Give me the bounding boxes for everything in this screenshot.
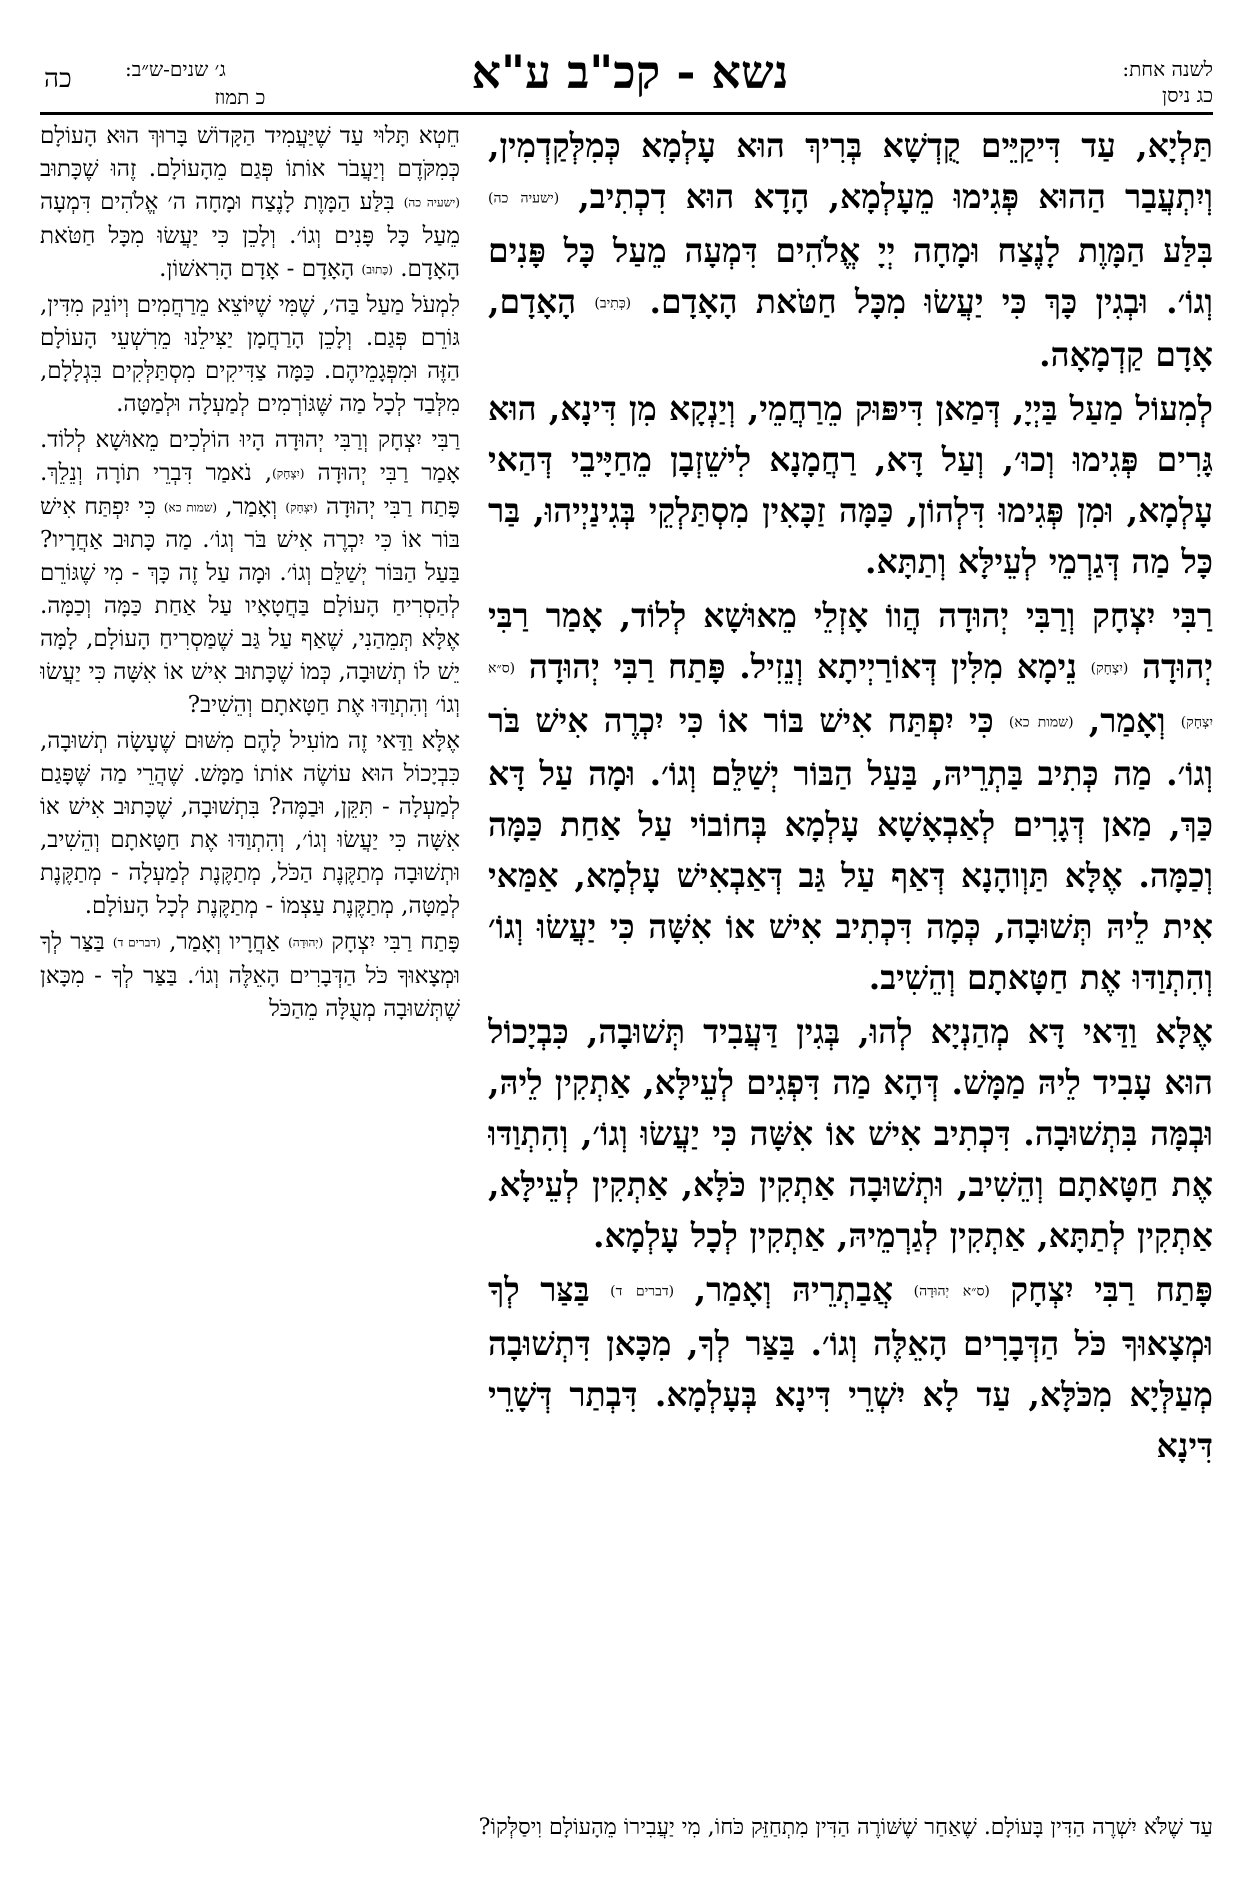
page-title: נשא - קכ"ב ע"א xyxy=(471,45,789,99)
text-run: וְאָמַר, xyxy=(1073,700,1181,740)
main-text-paragraph xyxy=(488,383,1213,587)
source-reference: (ישעיה כה) xyxy=(488,190,560,207)
text-run: תַּלְיָא, עַד דִּיקַיֵּים קֻדְשָׁא בְּרִיךְ הוּא עָלְמָא כְּמִלְּקַדְמִין, וְיִתְעֲבַר הַהוּא פְּגִימוּ מֵעָלְמָא, הָדָא הוּא דִכְתִיב, xyxy=(488,126,1213,216)
text-run: , נֹאמַר דִּבְרֵי תוֹרָה וְנֵלֵךְ. פָּתַח רַבִּי יְהוּדָה xyxy=(40,460,460,520)
translation-paragraph xyxy=(40,289,460,421)
text-run: נֵימָא מִלִּין דְּאוֹרַיְיתָא וְנֵזִיל. פָּתַח רַבִּי יְהוּדָה xyxy=(515,647,1091,686)
text-run: וְאָמַר, xyxy=(217,493,286,520)
source-reference: (דברים ד) xyxy=(112,935,161,950)
source-reference: (שמות כא) xyxy=(1008,714,1074,730)
translation-paragraph xyxy=(40,120,460,286)
text-run: בִּלַּע הַמָּוֶת לָנֶצַח וּמָחָה ה׳ אֱלֹהִים דִּמְעָה מֵעַל כָּל פָּנִים וְגוֹ׳. וְלָכֵן כִּי יַעֲשׂוּ מִכָּל חַטֹּאת הָאָדָם. xyxy=(40,189,460,282)
translation-paragraph xyxy=(40,926,460,1026)
header-right xyxy=(973,56,1213,108)
source-reference: (ס״א יִצְחָק) xyxy=(488,660,1213,730)
source-reference: (דברים ד) xyxy=(610,1283,675,1300)
text-run: לְמִעוֹל מַעַל בַּיְיָ, דְּמַאן דִּיפּוּק מֵרַחֲמֵי, וְיַנְקָא מִן דִּינָא, הוּא גָּרִים פְּגִימוּ וְכוּ׳, וְעַל דָּא, רַחֲמָנָא לִישֵׁזְבָן מֵחַיָּיבֵי דְּהַאי עָלְמָא, וּמִן פְּגִימוּ דִּלְהוֹן, כַּמָּה זַכָּאִין מִסְתַּלְקֵי בְּגִינַיְיהוּ, בַּר כָּל מַה דְּגַרְמֵי לְעֵילָּא וְתַתָּא. xyxy=(488,389,1213,581)
text-run: בַּצַּר לְךָ וּמְצָאוּךָ כֹּל הַדְּבָרִים הָאֵלֶּה וְגוֹ׳. בַּצַּר לְךָ - מִכָּאן שֶׁתְּשׁוּבָה מְעֻלָּה מֵהַכֹּל xyxy=(40,929,460,1022)
text-run: הָאָדָם - אָדָם הָרִאשׁוֹן. xyxy=(159,255,362,282)
translation-paragraph xyxy=(40,725,460,923)
main-text-paragraph xyxy=(488,1006,1213,1261)
source-reference: (ס״א יְהוּדָה) xyxy=(913,1283,990,1300)
translation-paragraph xyxy=(40,424,460,722)
text-run: אֲבַתְרֵיהּ וְאָמַר, xyxy=(674,1270,914,1309)
text-run: אֶלָּא וַדַּאי דָּא מְהַנְיָא לְהוּ, בְּגִין דַּעֲבִיד תְּשׁוּבָה, כִּבְיָכוֹל הוּא עָבִיד לֵיהּ מַמָּשׁ. דְּהָא מַה דִּפְגִים לְעֵילָּא, אַתְקִין לֵיהּ, וּבְמָּה בִּתְשׁוּבָה. דִּכְתִיב אִישׁ אוֹ אִשָּׁה כִּי יַעֲשׂוּ וְגוֹ׳, וְהִתְוַדּוּ אֶת חַטָּאתָם וְהֵשִׁיב, וּתְשׁוּבָה אַתְקִין כֹּלָּא, אַתְקִין לְעֵילָּא, אַתְקִין לְתַתָּא, אַתְקִין לְגַרְמֵיהּ, אַתְקִין לְכָל עָלְמָא. xyxy=(488,1012,1213,1255)
text-run: בִּלַּע הַמָּוֶת לָנֶצַח וּמָחָה יְיָ אֱלֹהִים דִּמְעָה מֵעַל כָּל פָּנִים וְגוֹ׳. וּבְגִין כָּךְ כִּי יַעֲשׂוּ מִכָּל חַטֹּאת הָאָדָם. xyxy=(488,230,1213,321)
main-text-column xyxy=(488,120,1213,1748)
text-run: פָּתַח רַבִּי יִצְחָק xyxy=(989,1270,1213,1309)
header-right-line-2: כג ניסן xyxy=(1162,83,1213,107)
text-run: בַּצַּר לְךָ וּמְצָאוּךָ כֹּל הַדְּבָרִים הָאֵלֶּה וְגוֹ׳. בַּצַּר לְךָ, מִכָּאן דִּתְשׁוּבָה מְעַלְּיָא מִכֹּלָּא, עַד לָא יִשְׁרֵי דִּינָא בְּעָלְמָא. דִּבְתַר דְּשָׁרֵי דִּינָא xyxy=(488,1270,1213,1465)
source-reference: (כָּתוּב) xyxy=(361,262,393,276)
text-run: לִמְעֹל מַעַל בַּה׳, שֶׁמִּי שֶׁיּוֹצֵא מֵרַחֲמִים וְיוֹנֵק מִדִּין, גּוֹרֵם פְּגַם. וְלָכֵן הָרַחֲמָן יַצִּילֵנוּ מֵרִשְׁעֵי הָעוֹלָם הַזֶּה וּמִפְּגָמֵיהֶם. כַּמָּה צַדִּיקִים מִסְתַּלְּקִים בִּגְלָלָם, מִלְּבַד לְכָל מַה שֶּׁגּוֹרְמִים לְמַעְלָה וּלְמַטָּה. xyxy=(40,292,460,417)
main-text-paragraph xyxy=(488,590,1213,1003)
text-run: רַבִּי יִצְחָק וְרַבִּי יְהוּדָה הֲווֹ אָזְלֵי מֵאוּשָׁא לְלוֹד, אָמַר רַבִּי יְהוּדָה xyxy=(488,596,1213,686)
header-divider xyxy=(40,112,1213,115)
footer-text: עַד שֶׁלֹּא יִשְׁרֶה הַדִּין בָּעוֹלָם. שֶׁאַחַר שֶׁשּׁוֹרֶה הַדִּין מִתְחַזֵּק כֹּחוֹ, מִי יַעֲבִירוֹ מֵהָעוֹלָם וִיסַלְּקוֹ? xyxy=(478,1815,1213,1840)
text-run: כִּי יִפְתַּח אִישׁ בּוֹר אוֹ כִּי יִכְרֶה אִישׁ בֹּר וְגוֹ׳. מַה כְּתִיב בַּתְרֵיהּ, בַּעַל הַבּוֹר יְשַׁלֵּם וְגוֹ׳. וּמָה עַל דָּא כַּךְ, מַאן דְּגָרִים לְאַבְאָשָׁא עָלְמָא בְּחוֹבוֹי עַל אַחַת כַּמָּה וְכַמָּה. אֶלָּא תַּוְוהָנָא דְּאַף עַל גַּב דְּאַבְאִישׁ עָלְמָא, אַמַּאי אִית לֵיהּ תְּשׁוּבָה, כְּמָה דִּכְתִיב אִישׁ אוֹ אִשָּׁה כִּי יַעֲשׂוּ וְגוֹ׳ וְהִתְוַדּוּ אֶת חַטָּאתָם וְהֵשִׁיב. xyxy=(488,700,1213,997)
text-run: כִּי יִפְתַּח אִישׁ בּוֹר אוֹ כִּי יִכְרֶה אִישׁ בֹּר וְגוֹ׳. מַה כָּתוּב אַחֲרָיו? בַּעַל הַבּוֹר יְשַׁלֵּם וְגוֹ׳. וּמָה עַל זֶה כָּךְ - מִי שֶׁגּוֹרֵם לְהַסְרִיחַ הָעוֹלָם בַּחֲטָאָיו עַל אַחַת כַּמָּה וְכַמָּה. אֶלָּא תְּמֵהַנִי, שֶׁאַף עַל גַּב שֶׁמַּסְרִיחַ הָעוֹלָם, לָמָּה יֵשׁ לוֹ תְשׁוּבָה, כְּמוֹ שֶׁכָּתוּב אִישׁ אוֹ אִשָּׁה כִּי יַעֲשׂוּ וְגוֹ׳ וְהִתְוַדּוּ אֶת חַטָּאתָם וְהֵשִׁיב? xyxy=(40,493,460,718)
source-reference: (כְּתִיב) xyxy=(594,295,632,311)
header-left-line-1: ג׳ שנים-ש״ב: xyxy=(125,57,226,81)
source-reference: (יִצְחָק) xyxy=(272,466,305,481)
text-run: פָּתַח רַבִּי יִצְחָק xyxy=(323,929,460,955)
source-reference: (יְהוּדָה) xyxy=(288,935,324,950)
header-left-line-2: כ תמוז xyxy=(214,85,266,109)
main-text-paragraph xyxy=(488,1264,1213,1471)
text-run: הָאָדָם, אָדָם קַדְמָאָה. xyxy=(488,281,1213,374)
translation-column xyxy=(40,120,460,1748)
source-reference: (ישעיה כה) xyxy=(403,195,460,210)
text-run: רַבִּי יִצְחָק וְרַבִּי יְהוּדָה הָיוּ הוֹלְכִים מֵאוּשָׁא לְלוֹד. אָמַר רַבִּי יְהוּדָה xyxy=(40,427,460,486)
page-number: כה xyxy=(44,64,72,94)
source-reference: (יִצְחָק) xyxy=(1090,660,1129,677)
source-reference: (יִצְחָק) xyxy=(285,500,318,514)
text-run: אֶלָּא וַדַּאי זֶה מוֹעִיל לָהֶם מִשּׁוּם שֶׁעָשָׂה תְשׁוּבָה, כִּבְיָכוֹל הוּא עוֹשֶׂה אוֹתוֹ מַמָּשׁ. שֶׁהֲרֵי מַה שֶּׁפָּגַם לְמַעְלָה - תִּקֵּן, וּבַמֶּה? בִּתְשׁוּבָה, שֶׁכָּתוּב אִישׁ אוֹ אִשָּׁה כִּי יַעֲשׂוּ וְגוֹ׳, וְהִתְוַדּוּ אֶת חַטָּאתָם וְהֵשִׁיב, וּתְשׁוּבָה מְתַקֶּנֶת הַכֹּל, מְתַקֶּנֶת לְמַעְלָה - מְתַקֶּנֶת לְמַטָּה, מְתַקֶּנֶת עַצְמוֹ - מְתַקֶּנֶת לְכָל הָעוֹלָם. xyxy=(40,728,460,919)
text-run: חֵטְא תָּלוּי עַד שֶׁיַּעֲמִיד הַקָּדוֹשׁ בָּרוּךְ הוּא הָעוֹלָם כְּמִקֹּדֶם וְיַעֲבֹר אוֹתוֹ פְּגַם מֵהָעוֹלָם. זֶהוּ שֶׁכָּתוּב xyxy=(40,123,460,182)
header-right-line-1: לשנה אחת: xyxy=(1122,57,1213,81)
main-text-paragraph xyxy=(488,120,1213,380)
text-run: אַחֲרָיו וְאָמַר, xyxy=(160,929,289,955)
source-reference: (שמות כא) xyxy=(163,500,217,514)
